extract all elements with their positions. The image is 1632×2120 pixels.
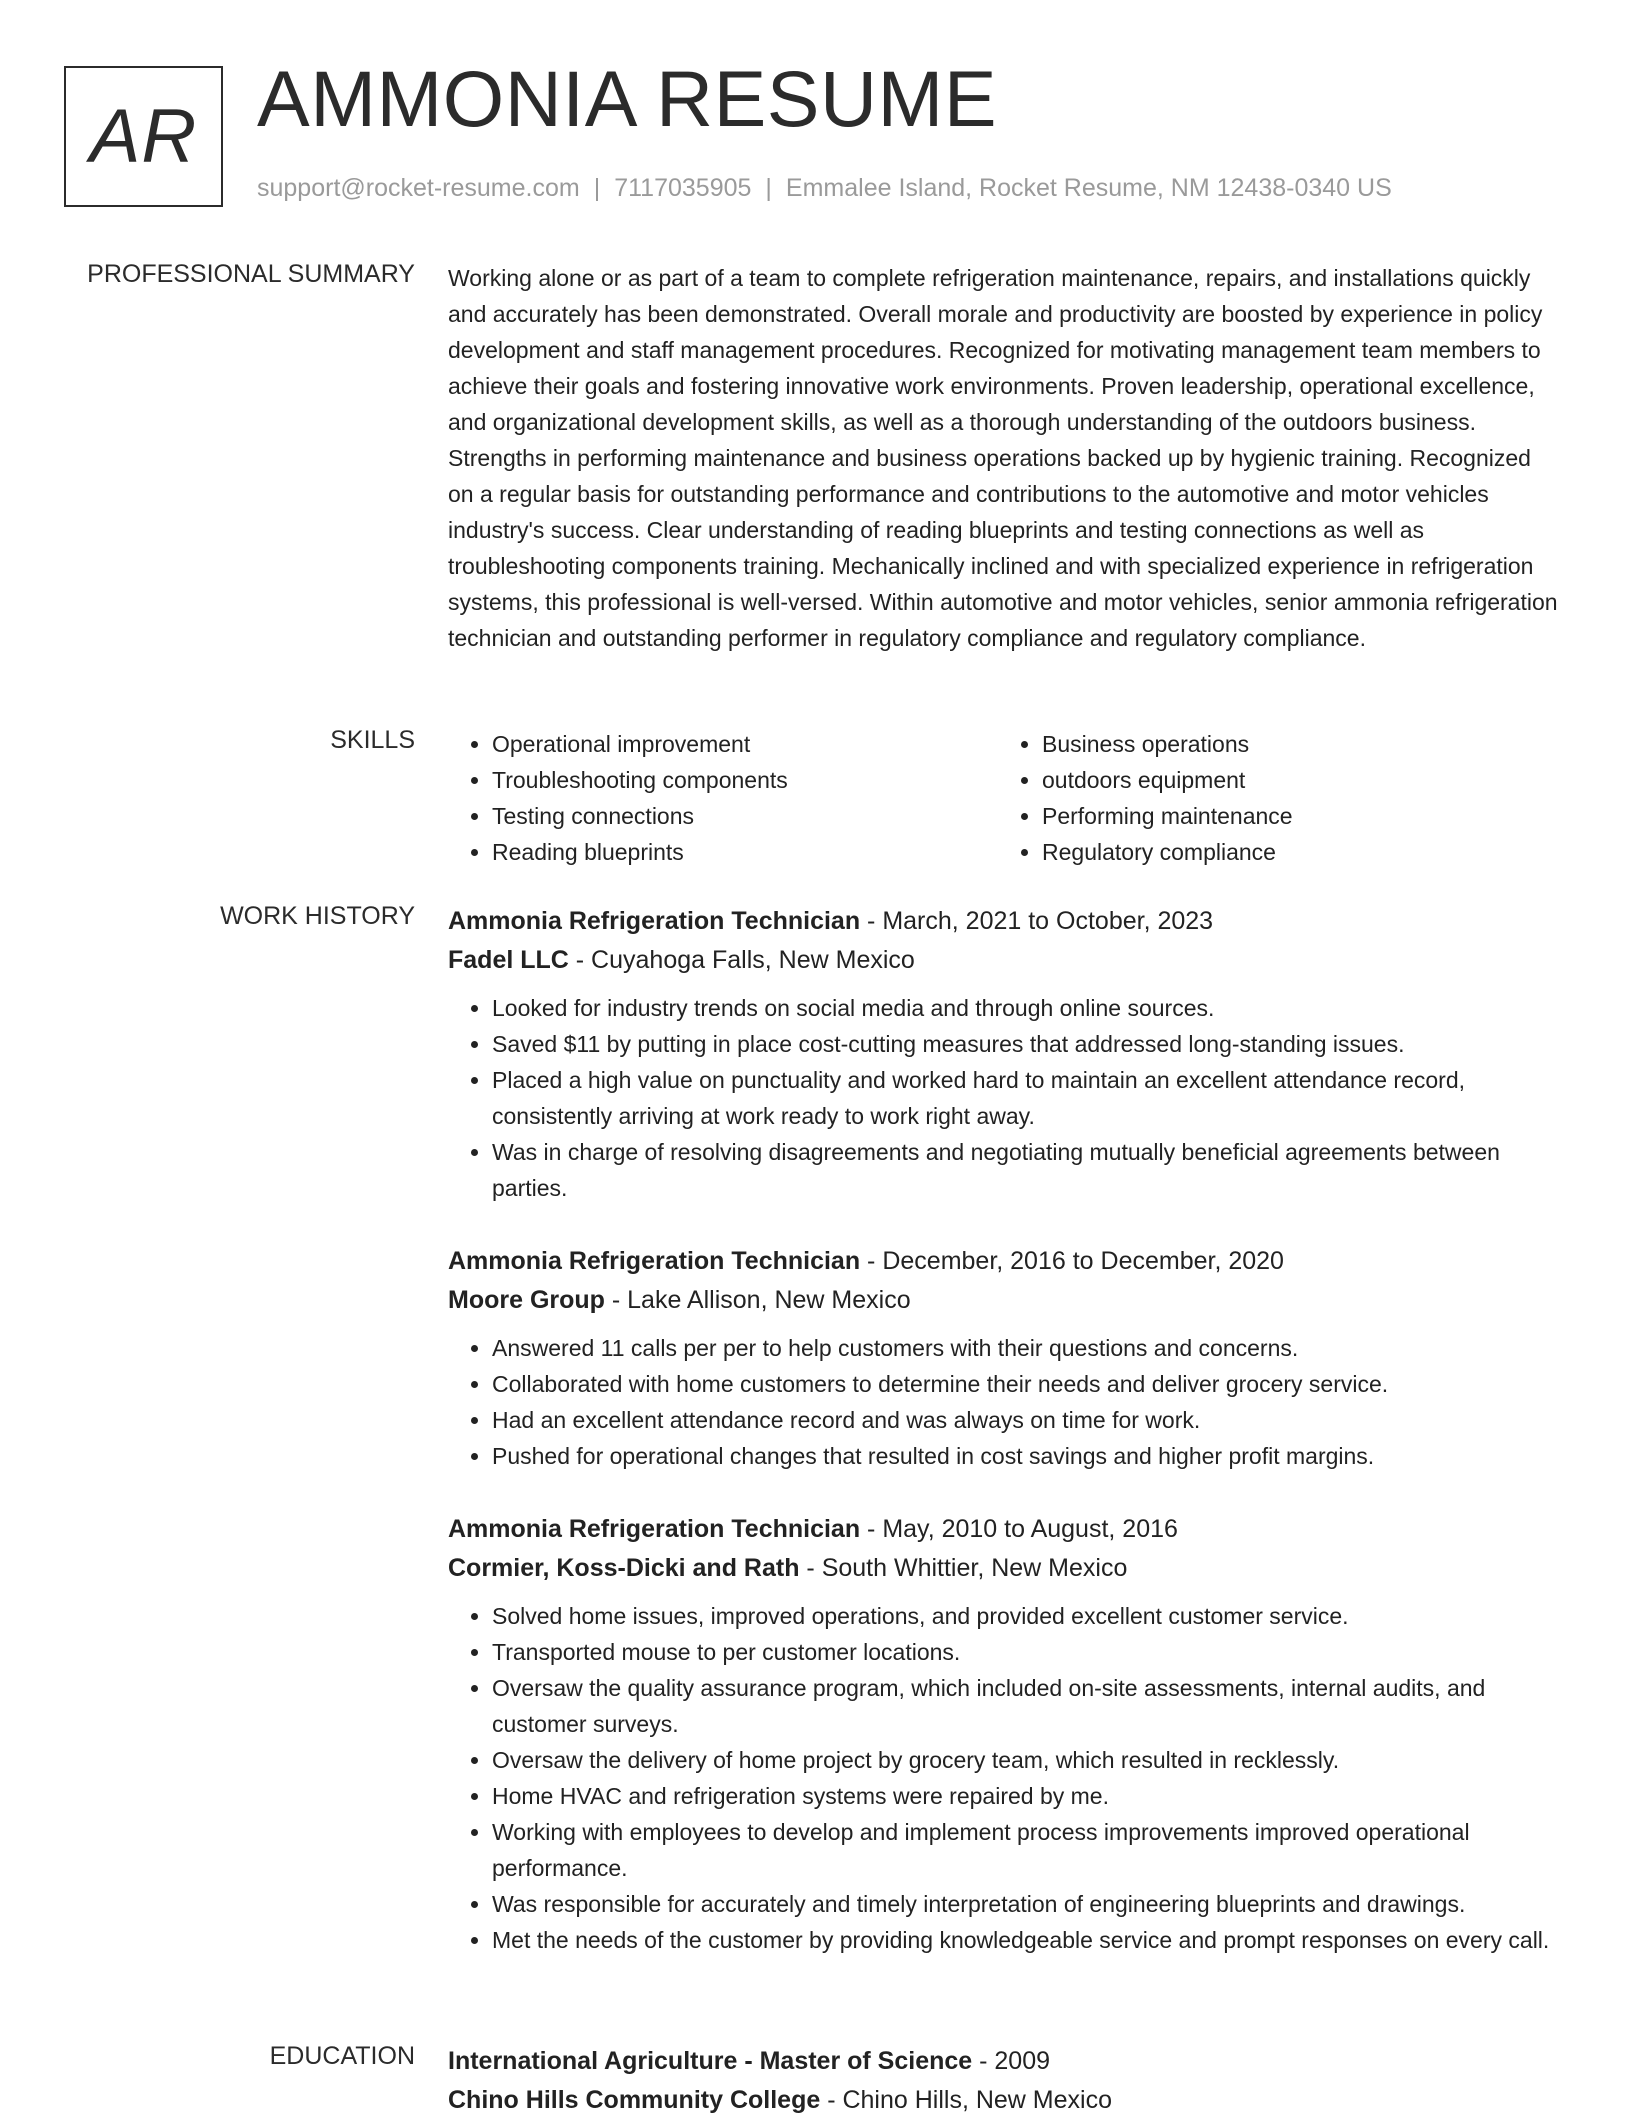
- job-title-line: [448, 902, 1562, 941]
- job-company-line: [448, 941, 1562, 980]
- job-location: - Cuyahoga Falls, New Mexico: [568, 946, 915, 974]
- job-bullet: • Home HVAC and refrigeration systems were repaired by me.: [492, 1778, 1562, 1814]
- job-company-line: [448, 1281, 1562, 1320]
- education-title: EDUCATION: [269, 2042, 415, 2070]
- job-title-line: [448, 1510, 1562, 1549]
- skills-grid: [448, 726, 1562, 870]
- contact-phone: 7117035905: [614, 174, 752, 202]
- job-role: Ammonia Refrigeration Technician: [448, 907, 861, 935]
- job-entry: [448, 902, 1562, 1206]
- job-bullets: [448, 990, 1562, 1206]
- contact-separator: |: [593, 174, 601, 202]
- job-bullet: • Oversaw the delivery of home project by grocery team, which resulted in recklessly.: [492, 1742, 1562, 1778]
- job-entry: [448, 1510, 1562, 1958]
- job-bullet: • Transported mouse to per customer locations.: [492, 1634, 1562, 1670]
- job-bullet: • Collaborated with home customers to determine their needs and deliver grocery service.: [492, 1366, 1562, 1402]
- job-bullet: • Oversaw the quality assurance program, which included on-site assessments, internal audits, and customer surveys.: [492, 1670, 1562, 1742]
- skills-list-left: [448, 726, 998, 870]
- job-bullet: • Placed a high value on punctuality and worked hard to maintain an excellent attendance record, consistently arriving at work ready to work right away.: [492, 1062, 1562, 1134]
- work-body: [448, 902, 1562, 1994]
- job-location: - South Whittier, New Mexico: [799, 1554, 1128, 1582]
- job-bullet: • Met the needs of the customer by providing knowledgeable service and prompt responses on every call.: [492, 1922, 1562, 1958]
- education-location: - Chino Hills, New Mexico: [820, 2086, 1112, 2114]
- summary-text: Working alone or as part of a team to complete refrigeration maintenance, repairs, and installations quickly and accurately has been demonstrated. Overall morale and productivity are boosted by experience in policy development and staff management procedures. Recognized for motivating management team members to achieve their goals and fostering innovative work environments. Proven leadership, operational excellence, and organizational development skills, as well as a thorough understanding of the outdoors business. Strengths in performing maintenance and business operations backed up by hygienic training. Recognized on a regular basis for outstanding performance and contributions to the automotive and motor vehicles industry's success. Clear understanding of reading blueprints and testing connections as well as troubleshooting components training. Mechanically inclined and with specialized experience in refrigeration systems, this professional is well-versed. Within automotive and motor vehicles, senior ammonia refrigeration technician and outstanding performer in regulatory compliance and regulatory compliance.: [448, 265, 1558, 651]
- skill-item: • Performing maintenance: [1042, 798, 1548, 834]
- skill-item: • Troubleshooting components: [492, 762, 998, 798]
- contact-line: [257, 174, 1392, 203]
- education-degree-line: [448, 2042, 1562, 2081]
- job-bullet: • Answered 11 calls per per to help customers with their questions and concerns.: [492, 1330, 1562, 1366]
- skill-item: • Business operations: [1042, 726, 1548, 762]
- job-role: Ammonia Refrigeration Technician: [448, 1515, 861, 1543]
- job-company: Moore Group: [448, 1286, 605, 1314]
- job-company: Fadel LLC: [448, 946, 569, 974]
- education-school: Chino Hills Community College: [448, 2086, 821, 2114]
- contact-email: support@rocket-resume.com: [257, 174, 580, 202]
- job-bullet: • Saved $11 by putting in place cost-cutting measures that addressed long-standing issues.: [492, 1026, 1562, 1062]
- resume-name: AMMONIA RESUME: [257, 54, 998, 143]
- education-degree: International Agriculture - Master of Science: [448, 2047, 973, 2075]
- job-location: - Lake Allison, New Mexico: [604, 1286, 911, 1314]
- education-body: [448, 2042, 1562, 2120]
- skill-item: • outdoors equipment: [1042, 762, 1548, 798]
- education-school-line: [448, 2081, 1562, 2120]
- job-bullet: • Was responsible for accurately and timely interpretation of engineering blueprints and drawings.: [492, 1886, 1562, 1922]
- job-bullet: • Looked for industry trends on social media and through online sources.: [492, 990, 1562, 1026]
- job-bullet: • Solved home issues, improved operations, and provided excellent customer service.: [492, 1598, 1562, 1634]
- job-dates: - March, 2021 to October, 2023: [860, 907, 1214, 935]
- job-company-line: [448, 1549, 1562, 1588]
- job-dates: - December, 2016 to December, 2020: [860, 1247, 1284, 1275]
- job-bullet: • Was in charge of resolving disagreements and negotiating mutually beneficial agreements between parties.: [492, 1134, 1562, 1206]
- job-role: Ammonia Refrigeration Technician: [448, 1247, 861, 1275]
- skills-title: SKILLS: [330, 726, 415, 754]
- job-company: Cormier, Koss-Dicki and Rath: [448, 1554, 800, 1582]
- monogram-initials: AR: [89, 94, 198, 179]
- contact-address: Emmalee Island, Rocket Resume, NM 12438-0340 US: [785, 174, 1392, 202]
- job-bullets: [448, 1598, 1562, 1958]
- skill-item: • Regulatory compliance: [1042, 834, 1548, 870]
- skills-list-right: [998, 726, 1548, 870]
- monogram-box: [64, 66, 223, 207]
- skill-item: • Testing connections: [492, 798, 998, 834]
- skill-item: • Operational improvement: [492, 726, 998, 762]
- education-year: - 2009: [972, 2047, 1051, 2075]
- work-title: WORK HISTORY: [220, 902, 415, 930]
- skills-body: [448, 726, 1562, 870]
- job-bullet: • Had an excellent attendance record and was always on time for work.: [492, 1402, 1562, 1438]
- skill-item: • Reading blueprints: [492, 834, 998, 870]
- job-entry: [448, 1242, 1562, 1474]
- summary-title: PROFESSIONAL SUMMARY: [87, 260, 415, 288]
- job-bullet: • Working with employees to develop and implement process improvements improved operational performance.: [492, 1814, 1562, 1886]
- job-title-line: [448, 1242, 1562, 1281]
- job-bullet: • Pushed for operational changes that resulted in cost savings and higher profit margins.: [492, 1438, 1562, 1474]
- job-bullets: [448, 1330, 1562, 1474]
- contact-separator: |: [765, 174, 772, 202]
- summary-body: [448, 260, 1562, 656]
- job-dates: - May, 2010 to August, 2016: [860, 1515, 1178, 1543]
